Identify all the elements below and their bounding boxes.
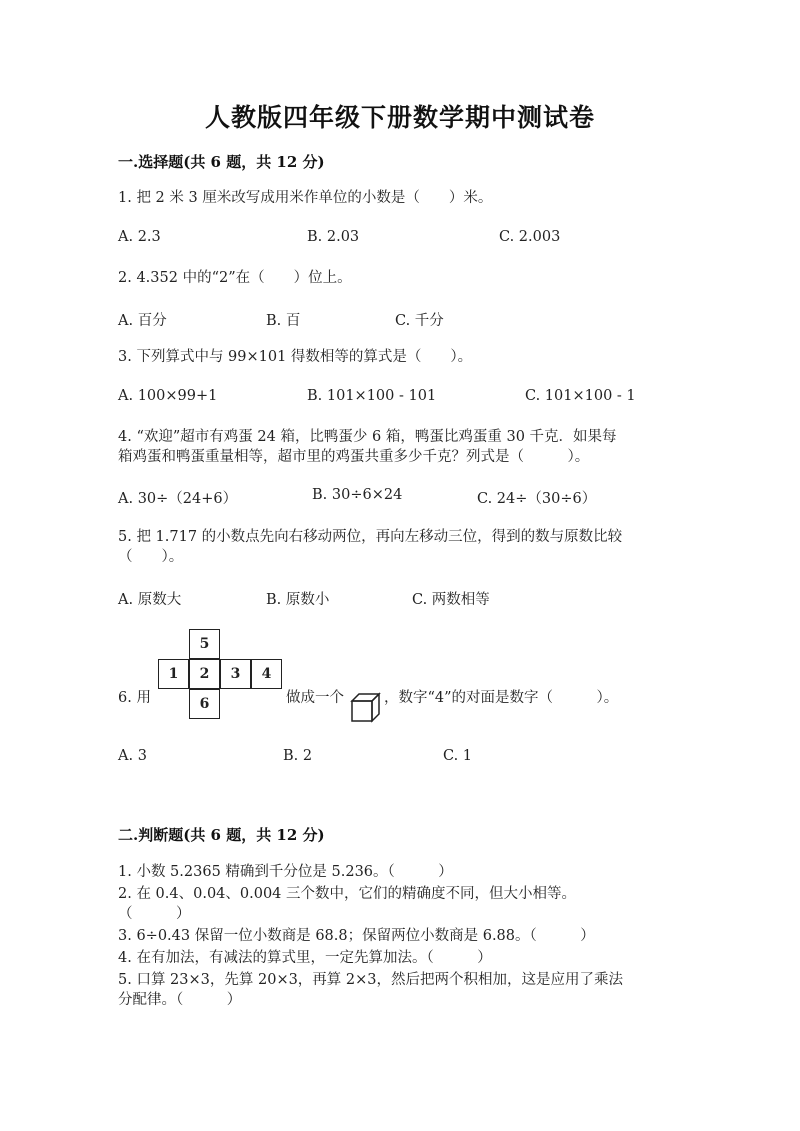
question-1-option-c: C. 2.003	[499, 229, 561, 245]
net-cell-3: 3	[220, 659, 251, 689]
question-2-option-a: A. 百分	[118, 313, 167, 329]
question-3-option-a: A. 100×99+1	[118, 388, 218, 404]
question-5-option-c: C. 两数相等	[412, 592, 490, 608]
question-6-suffix: ，数字“4”的对面是数字（ ）。	[384, 690, 619, 706]
question-3-option-b: B. 101×100 - 101	[307, 388, 437, 404]
question-3-option-c: C. 101×100 - 1	[525, 388, 636, 404]
question-6-prefix: 6. 用	[118, 690, 151, 706]
question-4-option-a: A. 30÷（24+6）	[118, 491, 238, 507]
question-6-option-a: A. 3	[118, 748, 147, 764]
judgement-5-line-1: 5. 口算 23×3，先算 20×3，再算 2×3，然后把两个积相加，这是应用了乘法	[118, 972, 624, 988]
judgement-2: 2. 在 0.4、0.04、0.004 三个数中，它们的精确度不同，但大小相等。	[118, 886, 577, 902]
cube-icon	[349, 690, 383, 724]
question-4-line-2: 箱鸡蛋和鸭蛋重量相等，超市里的鸡蛋共重多少千克？列式是（ ）。	[118, 449, 590, 465]
question-4-option-b: B. 30÷6×24	[312, 487, 403, 503]
page-title: 人教版四年级下册数学期中测试卷	[204, 103, 595, 132]
judgement-5-line-2: 分配律。（ ）	[118, 992, 242, 1008]
question-5-option-a: A. 原数大	[118, 592, 182, 608]
section-heading-judgement: 二.判断题(共 6 题，共 12 分)	[118, 826, 325, 844]
question-1: 1. 把 2 米 3 厘米改写成用米作单位的小数是（ ）米。	[118, 190, 493, 206]
net-cell-1: 1	[158, 659, 189, 689]
question-4-line-1: 4. “欢迎”超市有鸡蛋 24 箱，比鸭蛋少 6 箱，鸭蛋比鸡蛋重 30 千克．如果每	[118, 429, 617, 445]
question-1-option-a: A. 2.3	[118, 229, 161, 245]
judgement-3: 3. 6÷0.43 保留一位小数商是 68.8；保留两位小数商是 6.88。（ ）	[118, 928, 595, 944]
question-6-option-b: B. 2	[283, 748, 313, 764]
cube-net-figure	[158, 629, 282, 721]
question-5-line-1: 5. 把 1.717 的小数点先向右移动两位，再向左移动三位，得到的数与原数比较	[118, 529, 623, 545]
section-heading-choice: 一.选择题(共 6 题，共 12 分)	[118, 153, 325, 171]
judgement-4: 4. 在有加法，有减法的算式里，一定先算加法。（ ）	[118, 950, 492, 966]
net-cell-top: 5	[189, 629, 220, 659]
question-6-option-c: C. 1	[443, 748, 473, 764]
question-1-option-b: B. 2.03	[307, 229, 360, 245]
question-2: 2. 4.352 中的“2”在（ ）位上。	[118, 270, 352, 286]
judgement-1: 1. 小数 5.2365 精确到千分位是 5.236。（ ）	[118, 864, 453, 880]
question-2-option-c: C. 千分	[395, 313, 444, 329]
judgement-2-blank: （ ）	[118, 906, 191, 922]
question-5-line-2: （ ）。	[118, 549, 184, 565]
net-cell-bottom: 6	[189, 689, 220, 719]
net-cell-2: 2	[189, 659, 220, 689]
question-3: 3. 下列算式中与 99×101 得数相等的算式是（ ）。	[118, 349, 473, 365]
question-5-option-b: B. 原数小	[266, 592, 330, 608]
net-cell-4: 4	[251, 659, 282, 689]
question-2-option-b: B. 百	[266, 313, 301, 329]
question-4-option-c: C. 24÷（30÷6）	[477, 491, 597, 507]
question-6-middle: 做成一个	[286, 690, 344, 706]
